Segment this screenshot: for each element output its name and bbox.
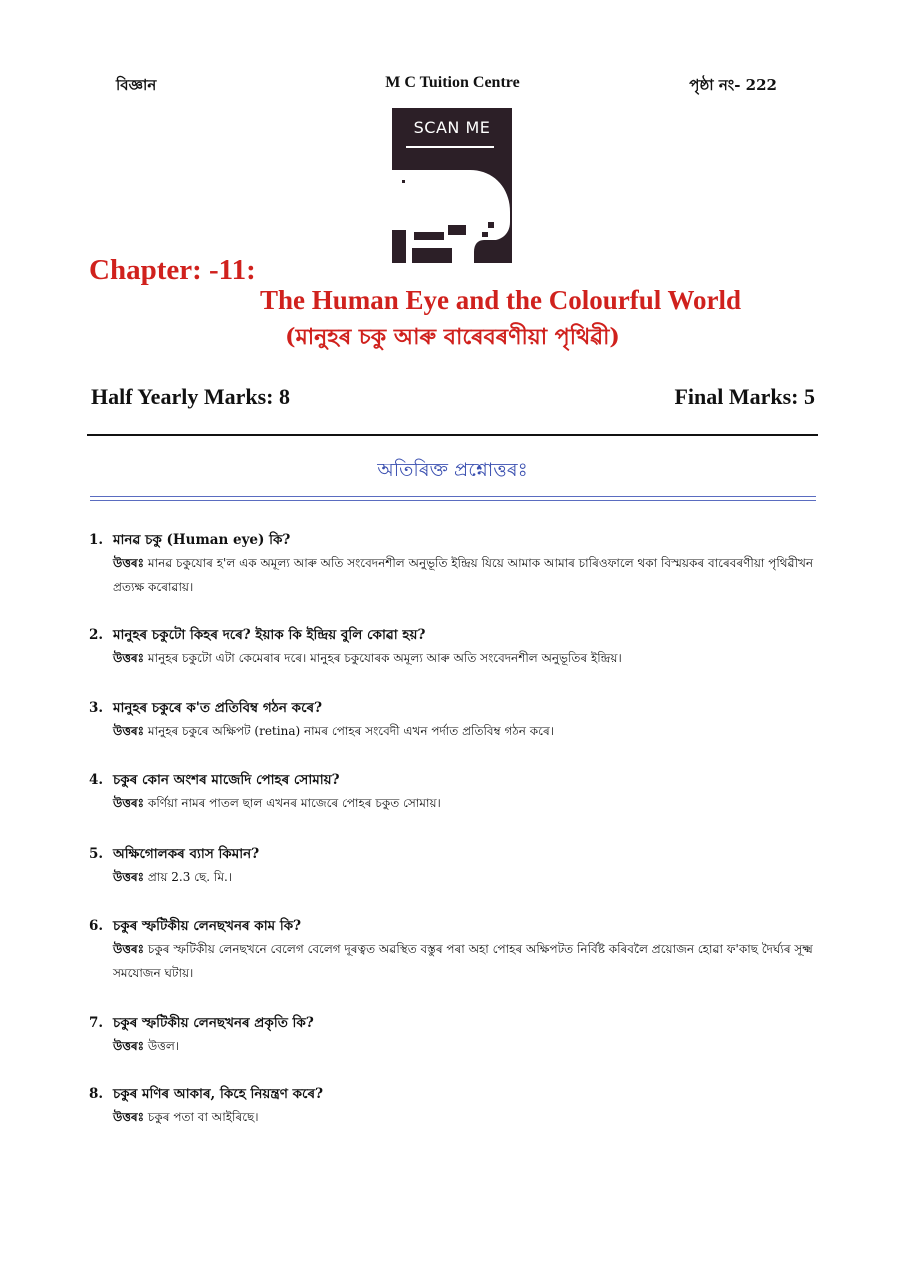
question-number: 6. bbox=[89, 918, 104, 934]
answer-text: প্ৰায় 2.3 ছে. মি.। bbox=[147, 870, 233, 884]
header-page-number: পৃষ্ঠা নং- 222 bbox=[689, 76, 777, 94]
question-number: 1. bbox=[89, 532, 104, 548]
question bbox=[89, 843, 824, 865]
question bbox=[89, 1012, 824, 1034]
question-item bbox=[89, 843, 824, 889]
question-text: অক্ষিগোলকৰ ব্যাস কিমান? bbox=[113, 846, 260, 862]
question-text: মানুহৰ চকুৰে ক'ত প্ৰতিবিম্ব গঠন কৰে? bbox=[113, 700, 323, 716]
answer-label: উত্তৰঃ bbox=[113, 724, 145, 738]
question bbox=[89, 697, 824, 719]
question bbox=[89, 1083, 824, 1105]
half-yearly-marks: Half Yearly Marks: 8 bbox=[91, 384, 290, 409]
answer-text: চকুৰ পতা বা আইৰিছে। bbox=[147, 1110, 259, 1124]
question-item bbox=[89, 769, 824, 815]
answer-label: উত্তৰঃ bbox=[113, 796, 145, 810]
final-marks: Final Marks: 5 bbox=[674, 384, 815, 409]
answer-text: মানৱ চকুযোৰ হ'ল এক অমূল্য আৰু অতি সংবেদনশীল অনুভূতি ইন্দ্ৰিয় যিয়ে আমাক আমাৰ চাৰিওফালে থকা বিস্ময়কৰ বাৰেবৰণীয়া পৃথিৱীখন প্ৰত্যক্ষ কৰোৱায়। bbox=[113, 556, 814, 594]
divider-double-bottom bbox=[90, 500, 816, 501]
qr-underline bbox=[406, 146, 494, 148]
question-number: 8. bbox=[89, 1086, 104, 1102]
question bbox=[89, 624, 824, 646]
answer bbox=[89, 865, 824, 889]
answer-label: উত্তৰঃ bbox=[113, 870, 145, 884]
answer bbox=[89, 551, 824, 599]
question-text: মানৱ চকু (Human eye) কি? bbox=[113, 532, 291, 548]
qr-pattern-icon bbox=[392, 170, 512, 263]
answer-text: কৰ্ণিয়া নামৰ পাতল ছাল এখনৰ মাজেৰে পোহৰ চকুত সোমায়। bbox=[147, 796, 441, 810]
question bbox=[89, 529, 824, 551]
question-item bbox=[89, 529, 824, 599]
divider bbox=[87, 434, 818, 436]
question-item bbox=[89, 624, 824, 670]
answer bbox=[89, 791, 824, 815]
answer-text: চকুৰ স্ফটিকীয় লেনছখনে বেলেগ বেলেগ দূৰত্বত অৱস্থিত বস্তুৰ পৰা অহা পোহৰ অক্ষিপটত নিৰ্বিষ্ট কৰিবলৈ প্ৰয়োজন হোৱা ফ'কাছ দৈৰ্ঘ্যৰ সূক্ষ্ম সমযোজন ঘটায়। bbox=[113, 942, 813, 980]
question-text: চকুৰ স্ফটিকীয় লেনছখনৰ কাম কি? bbox=[113, 918, 302, 934]
answer-text: মানুহৰ চকুৰে অক্ষিপট (retina) নামৰ পোহৰ সংবেদী এখন পৰ্দাত প্ৰতিবিম্ব গঠন কৰে। bbox=[147, 724, 555, 738]
qr-label: SCAN ME bbox=[413, 118, 491, 137]
chapter-title bbox=[0, 285, 905, 316]
answer-label: উত্তৰঃ bbox=[113, 1110, 145, 1124]
answer-label: উত্তৰঃ bbox=[113, 556, 145, 570]
question-text: চকুৰ স্ফটিকীয় লেনছখনৰ প্ৰকৃতি কি? bbox=[113, 1015, 314, 1031]
answer bbox=[89, 1105, 824, 1129]
section-title: অতিৰিক্ত প্ৰশ্নোত্তৰঃ bbox=[377, 459, 528, 481]
header-institute: M C Tuition Centre bbox=[385, 74, 520, 91]
answer-label: উত্তৰঃ bbox=[113, 942, 145, 956]
answer-text: উত্তল। bbox=[147, 1039, 180, 1053]
question-number: 2. bbox=[89, 627, 104, 643]
question-text: চকুৰ মণিৰ আকাৰ, কিহে নিয়ন্ত্ৰণ কৰে? bbox=[113, 1086, 323, 1102]
answer bbox=[89, 937, 824, 985]
question bbox=[89, 769, 824, 791]
question-item bbox=[89, 1083, 824, 1129]
answer-text: মানুহৰ চকুটো এটা কেমেৰাৰ দৰে। মানুহৰ চকুযোৰক অমূল্য আৰু অতি সংবেদনশীল অনুভূতিৰ ইন্দ্ৰিয়। bbox=[147, 651, 622, 665]
question-number: 3. bbox=[89, 700, 104, 716]
answer bbox=[89, 646, 824, 670]
question bbox=[89, 915, 824, 937]
qr-code[interactable] bbox=[392, 108, 512, 263]
answer bbox=[89, 719, 824, 743]
question-number: 7. bbox=[89, 1015, 104, 1031]
chapter-title-text: The Human Eye and the Colourful World bbox=[259, 285, 742, 315]
answer-label: উত্তৰঃ bbox=[113, 651, 145, 665]
header-subject: বিজ্ঞান bbox=[116, 76, 157, 94]
chapter-subtitle-text: (মানুহৰ চকু আৰু বাৰেবৰণীয়া পৃথিৱী) bbox=[285, 324, 620, 350]
question-number: 4. bbox=[89, 772, 104, 788]
chapter-subtitle bbox=[0, 320, 905, 357]
question-item bbox=[89, 915, 824, 985]
answer bbox=[89, 1034, 824, 1058]
divider-double-top bbox=[90, 496, 816, 497]
question-item bbox=[89, 1012, 824, 1058]
answer-label: উত্তৰঃ bbox=[113, 1039, 145, 1053]
question-item bbox=[89, 697, 824, 743]
chapter-number: Chapter: -11: bbox=[89, 254, 256, 286]
question-text: মানুহৰ চকুটো কিহৰ দৰে? ইয়াক কি ইন্দ্ৰিয় বুলি কোৱা হয়? bbox=[113, 627, 426, 643]
question-number: 5. bbox=[89, 846, 104, 862]
question-text: চকুৰ কোন অংশৰ মাজেদি পোহৰ সোমায়? bbox=[113, 772, 340, 788]
